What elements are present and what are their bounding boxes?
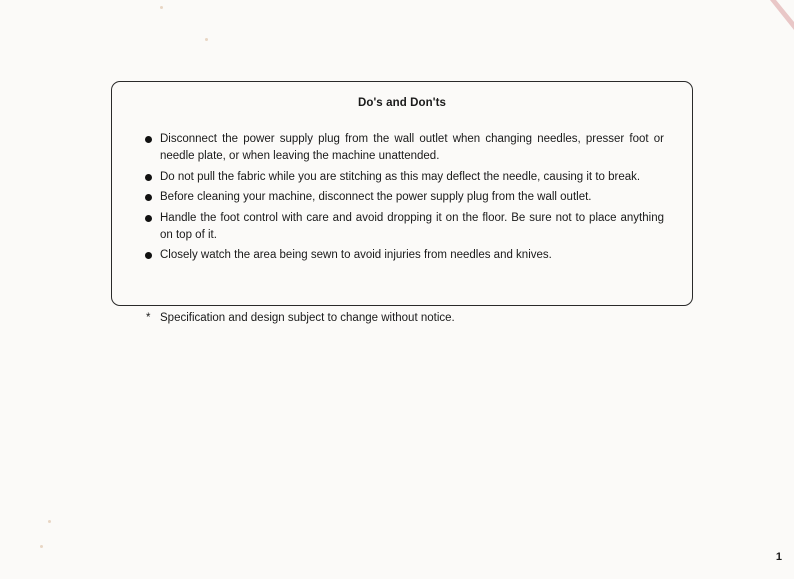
specification-note: [146, 312, 455, 324]
asterisk-marker: *: [146, 312, 151, 324]
section-title: Do's and Don'ts: [357, 97, 447, 109]
bullet-icon: [145, 174, 152, 181]
paper-speck: [48, 520, 51, 523]
note-text: Specification and design subject to change without notice.: [160, 312, 455, 324]
corner-scan-mark: [754, 0, 794, 40]
paper-speck: [40, 545, 43, 548]
rule-item: [145, 247, 664, 264]
rule-item: [145, 131, 664, 165]
bullet-icon: [145, 252, 152, 259]
rule-item: [145, 169, 664, 186]
bullet-icon: [145, 194, 152, 201]
safety-notice-box: [111, 81, 693, 306]
paper-speck: [160, 6, 163, 9]
rule-text: Do not pull the fabric while you are stitching as this may deflect the needle, causing it to break.: [160, 170, 641, 183]
rule-text: Before cleaning your machine, disconnect the power supply plug from the wall outlet.: [160, 191, 592, 203]
rule-text: Closely watch the area being sewn to avoid injuries from needles and knives.: [160, 249, 552, 261]
bullet-icon: [145, 136, 152, 143]
bullet-icon: [145, 215, 152, 222]
page-number: 1: [775, 551, 782, 563]
rules-list: [145, 131, 664, 268]
rule-text: Disconnect the power supply plug from the wall outlet when changing needles, presser foot or needle plate, or when leaving the machine unattended.: [160, 133, 664, 162]
rule-item: [145, 189, 664, 206]
rule-text: Handle the foot control with care and avoid dropping it on the floor. Be sure not to place anything on top of it.: [160, 211, 664, 241]
rule-item: [145, 210, 664, 244]
paper-speck: [205, 38, 208, 41]
